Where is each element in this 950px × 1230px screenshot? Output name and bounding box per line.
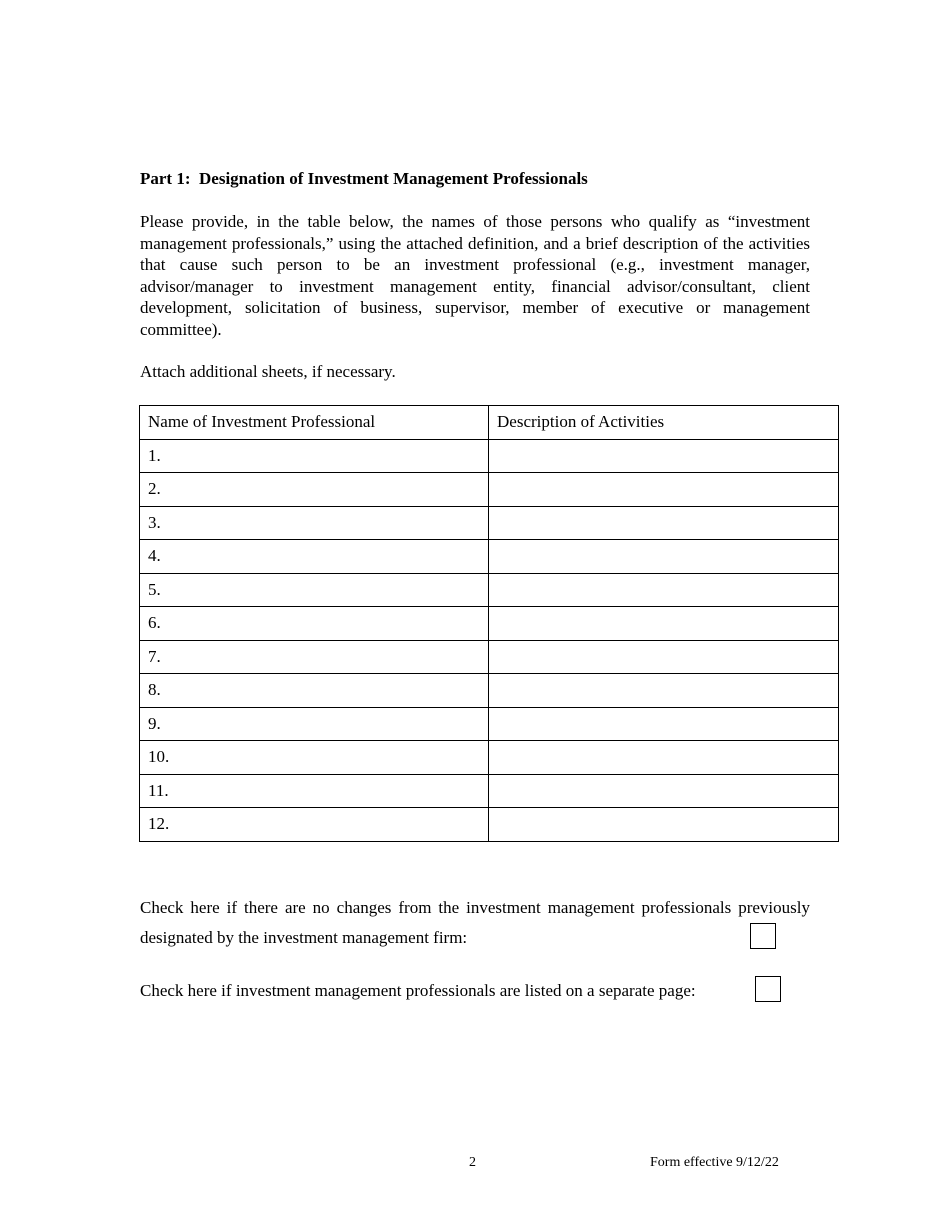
description-cell[interactable] <box>489 707 839 741</box>
professional-name-cell[interactable]: 3. <box>140 506 489 540</box>
professionals-table <box>139 405 839 842</box>
table-row <box>140 707 839 741</box>
professional-name-cell[interactable]: 1. <box>140 439 489 473</box>
column-header-name: Name of Investment Professional <box>140 406 489 440</box>
attach-note: Attach additional sheets, if necessary. <box>140 362 396 381</box>
table-row <box>140 741 839 775</box>
form-effective-date: Form effective 9/12/22 <box>650 1155 779 1170</box>
description-cell[interactable] <box>489 640 839 674</box>
description-cell[interactable] <box>489 674 839 708</box>
intro-paragraph: Please provide, in the table below, the names of those persons who qualify as “investment management professionals,” using the attached definition, and a brief description of the activities that cause such person to be an investment professional (e.g., investment manager, advisor/manager to investment management entity, financial advisor/consultant, client development, solicitation of business, supervisor, member of executive or management committee). <box>140 212 810 339</box>
professional-name-cell[interactable]: 8. <box>140 674 489 708</box>
table-row <box>140 506 839 540</box>
no-changes-label: Check here if there are no changes from the investment management professionals previously designated by the investment management firm: <box>140 898 810 947</box>
table-header-row <box>140 406 839 440</box>
professional-name-cell[interactable]: 5. <box>140 573 489 607</box>
description-cell[interactable] <box>489 808 839 842</box>
description-cell[interactable] <box>489 573 839 607</box>
professional-name-cell[interactable]: 7. <box>140 640 489 674</box>
table-row <box>140 439 839 473</box>
table-row <box>140 607 839 641</box>
table-row <box>140 674 839 708</box>
professional-name-cell[interactable]: 9. <box>140 707 489 741</box>
page-number: 2 <box>469 1155 476 1170</box>
table-row <box>140 473 839 507</box>
separate-page-checkbox[interactable] <box>755 976 781 1002</box>
separate-page-label: Check here if investment management professionals are listed on a separate page: <box>140 981 696 1000</box>
description-cell[interactable] <box>489 540 839 574</box>
table-row <box>140 640 839 674</box>
description-cell[interactable] <box>489 741 839 775</box>
professional-name-cell[interactable]: 4. <box>140 540 489 574</box>
professional-name-cell[interactable]: 6. <box>140 607 489 641</box>
professional-name-cell[interactable]: 10. <box>140 741 489 775</box>
professional-name-cell[interactable]: 2. <box>140 473 489 507</box>
professional-name-cell[interactable]: 11. <box>140 774 489 808</box>
description-cell[interactable] <box>489 473 839 507</box>
no-changes-checkbox[interactable] <box>750 923 776 949</box>
table-row <box>140 774 839 808</box>
column-header-description: Description of Activities <box>489 406 839 440</box>
description-cell[interactable] <box>489 439 839 473</box>
professional-name-cell[interactable]: 12. <box>140 808 489 842</box>
table-row <box>140 573 839 607</box>
table-row <box>140 808 839 842</box>
section-heading: Part 1: Designation of Investment Management Professionals <box>140 169 588 188</box>
description-cell[interactable] <box>489 506 839 540</box>
description-cell[interactable] <box>489 607 839 641</box>
description-cell[interactable] <box>489 774 839 808</box>
table-row <box>140 540 839 574</box>
